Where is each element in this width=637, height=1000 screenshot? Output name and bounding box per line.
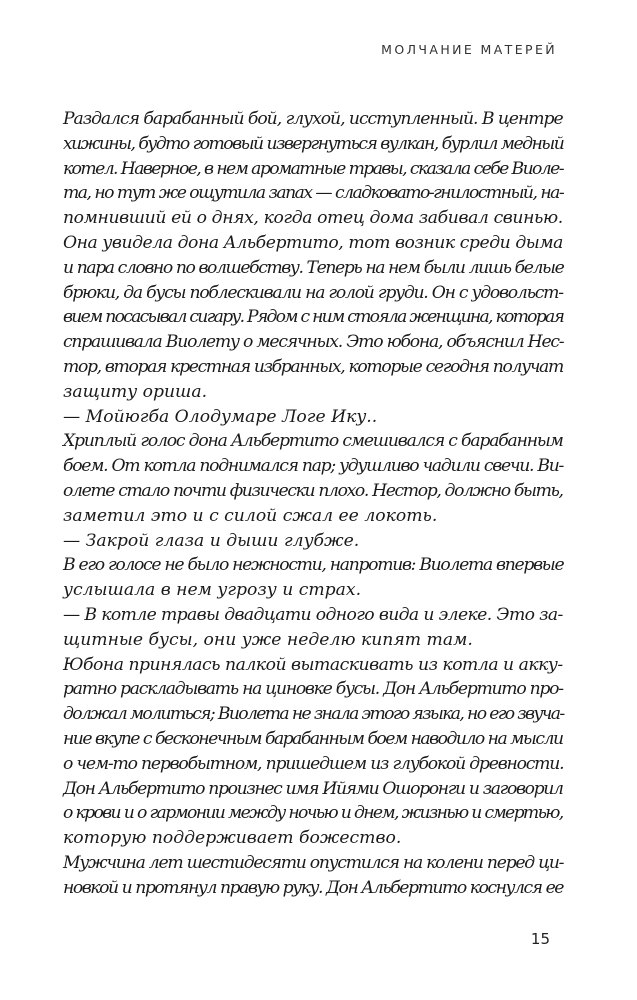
text-line: Мужчина лет шестидесяти опустился на колени перед ци- [63,852,564,873]
paragraph [63,231,563,405]
text-line: Дон Альбертито произнес имя Ийями Ошоронги и заговорил [63,778,563,799]
text-line: заметил это и с силой сжал ее локоть. [63,505,438,526]
paragraph [63,429,563,528]
page-number: 15 [530,930,550,948]
text-line: защиту ориша. [63,381,208,402]
paragraph [63,405,563,430]
paragraph [63,603,563,653]
text-line: ратно раскладывать на циновке бусы. Дон Альбертито про- [63,679,563,700]
text-line: — Закрой глаза и дыши глубже. [63,530,360,551]
text-line: вием посасывал сигару. Рядом с ним стояла женщина, которая [63,307,564,328]
text-line: щитные бусы, они уже неделю кипят там. [63,629,473,650]
text-line: помнивший ей о днях, когда отец дома забивал свинью. [63,208,563,229]
text-line: та, но тут же ощутила запах — сладковато-гнилостный, на- [63,183,564,204]
text-line: боем. От котла поднимался пар; удушливо чадили свечи. Ви- [63,456,564,477]
text-line: тор, вторая крестная избранных, которые сегодня получат [63,356,563,377]
text-line: Хриплый голос дона Альбертито смешивался с барабанным [63,431,563,452]
body-text [63,107,563,901]
text-line: брюки, да бусы поблескивали на голой груди. Он с удовольст- [63,282,563,303]
text-line: и пара словно по волшебству. Теперь на нем были лишь белые [63,257,564,278]
paragraph [63,653,563,851]
text-line: хижины, будто готовый извергнуться вулкан, бурлил медный [63,133,564,154]
paragraph [63,107,563,231]
text-line: новкой и протянул правую руку. Дон Альбертито коснулся ее [63,877,564,898]
text-line: — Мойюгба Олодумаре Логе Ику.. [63,406,378,427]
text-line: Юбона принялась палкой вытаскивать из котла и акку- [63,654,563,675]
text-line: спрашивала Виолету о месячных. Это юбона, объяснил Нес- [63,332,564,353]
text-line: о чем-то первобытном, пришедшем из глубокой древности. [63,753,564,774]
paragraph [63,529,563,554]
text-line: которую поддерживает божество. [63,828,402,849]
text-line: — В котле травы двадцати одного вида и элеке. Это за- [63,604,563,625]
paragraph [63,851,563,901]
text-line: о крови и о гармонии между ночью и днем, жизнью и смертью, [63,803,563,824]
text-line: олете стало почти физически плохо. Нестор, должно быть, [63,480,563,501]
paragraph [63,553,563,603]
text-line: В его голосе не было нежности, напротив: Виолета впервые [63,555,564,576]
text-line: котел. Наверное, в нем ароматные травы, сказала себе Виоле- [63,158,563,179]
text-line: Она увидела дона Альбертито, тот возник среди дыма [63,232,563,253]
running-head: МОЛЧАНИЕ МАТЕРЕЙ [381,42,557,57]
text-line: ние вкупе с бесконечным барабанным боем наводило на мысли [63,728,563,749]
text-line: Раздался барабанный бой, глухой, исступленный. В центре [63,109,563,129]
text-line: должал молиться; Виолета не знала этого языка, но его звуча- [63,704,564,725]
text-line: услышала в нем угрозу и страх. [63,580,362,601]
